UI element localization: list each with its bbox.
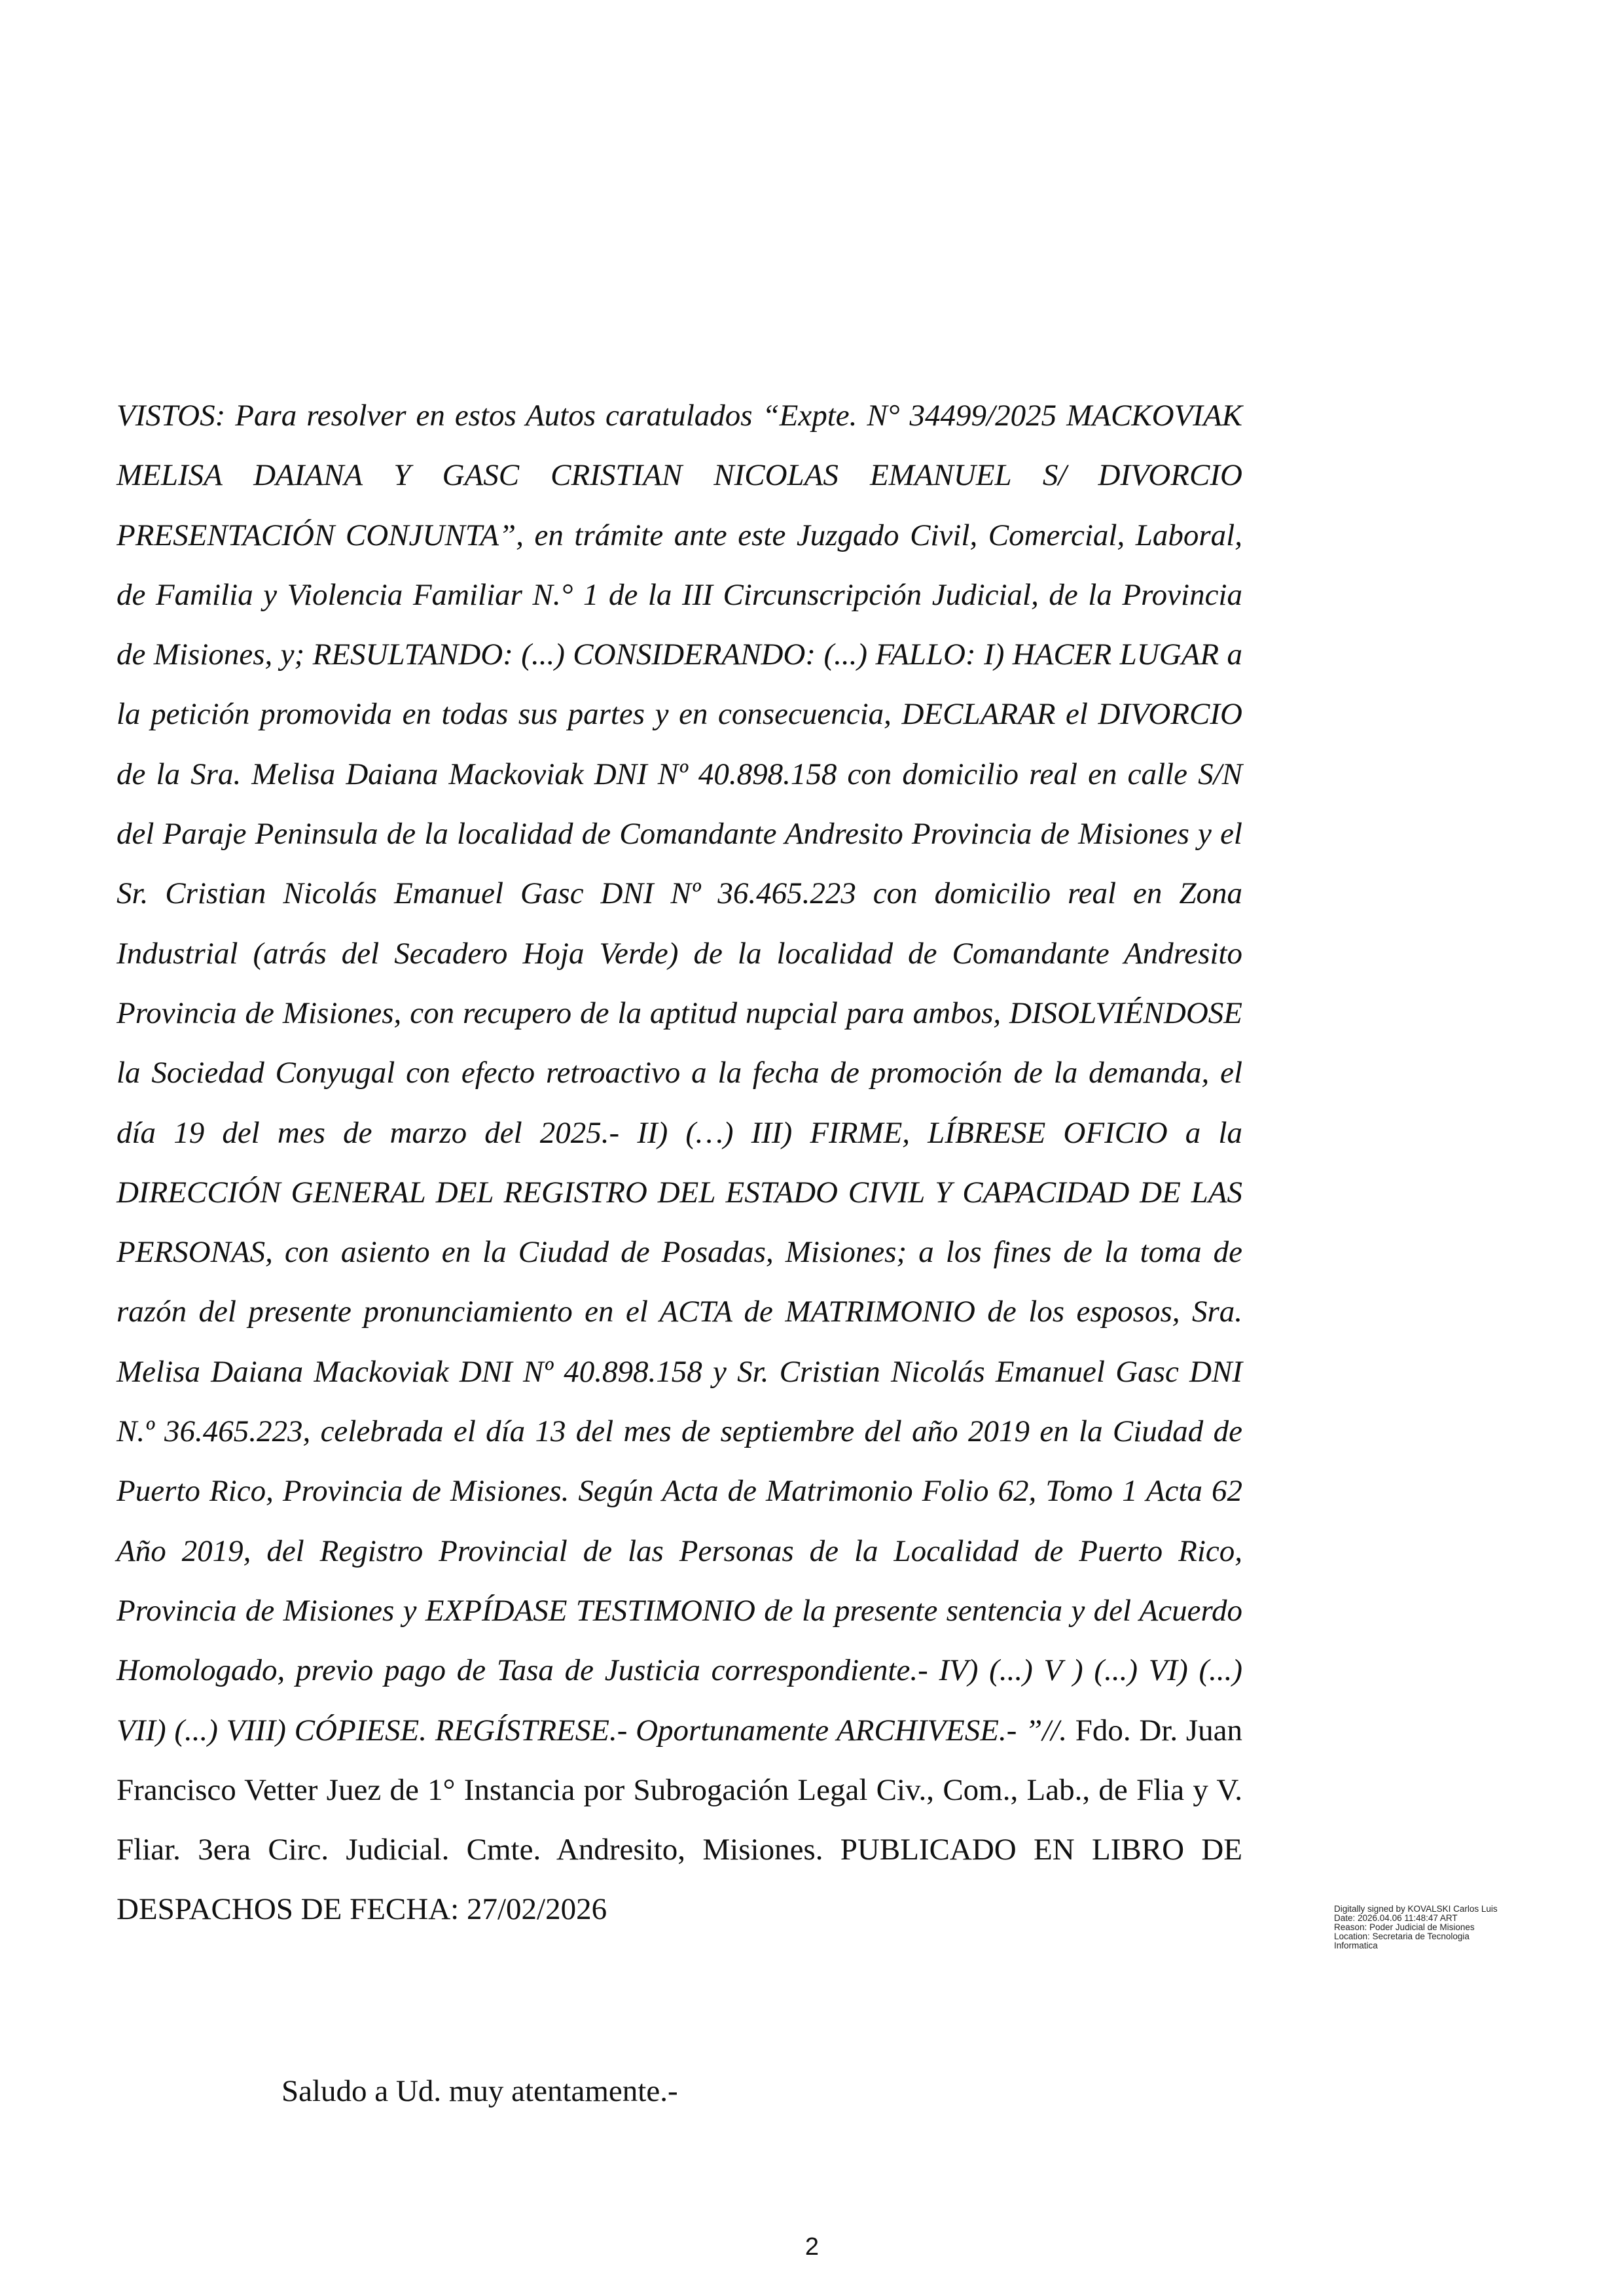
judgment-signature-text: Fdo. Dr. Juan Francisco Vetter Juez de 1° Instancia por Subrogación Legal Civ., Com., Lab., de Flia y V. Fliar. 3era Circ. Judicial. Cmte. Andresito, Misiones. PUBLICADO EN LIBRO DE DESPACHOS DE FECHA: 27/02/2026	[117, 1713, 1243, 1927]
digital-signature-block	[1334, 1905, 1557, 1950]
signature-location-cont: Informatica	[1334, 1941, 1378, 1950]
page-number: 2	[804, 2233, 820, 2261]
signature-signer: Digitally signed by KOVALSKI Carlos Luis	[1334, 1904, 1498, 1914]
signature-location: Location: Secretaria de Tecnologia	[1334, 1931, 1470, 1941]
signature-reason: Reason: Poder Judicial de Misiones	[1334, 1922, 1475, 1932]
judgment-italic-text: VISTOS: Para resolver en estos Autos caratulados “Expte. N° 34499/2025 MACKOVIAK MELISA DAIANA Y GASC CRISTIAN NICOLAS EMANUEL S/ DIVORCIO PRESENTACIÓN CONJUNTA”, en trámite ante este Juzgado Civil, Comercial, Laboral, de Familia y Violencia Familiar N.° 1 de la III Circunscripción Judicial, de la Provincia de Misiones, y; RESULTANDO: (...) CONSIDERANDO: (...) FALLO: I) HACER LUGAR a la petición promovida en todas sus partes y en consecuencia, DECLARAR el DIVORCIO de la Sra. Melisa Daiana Mackoviak DNI Nº 40.898.158 con domicilio real en calle S/N del Paraje Peninsula de la localidad de Comandante Andresito Provincia de Misiones y el Sr. Cristian Nicolás Emanuel Gasc DNI Nº 36.465.223 con domicilio real en Zona Industrial (atrás del Secadero Hoja Verde) de la localidad de Comandante Andresito Provincia de Misiones, con recupero de la aptitud nupcial para ambos, DISOLVIÉNDOSE la Sociedad Conyugal con efecto retroactivo a la fecha de promoción de la demanda, el día 19 del mes de marzo del 2025.- II) (…) III) FIRME, LÍBRESE OFICIO a la DIRECCIÓN GENERAL DEL REGISTRO DEL ESTADO CIVIL Y CAPACIDAD DE LAS PERSONAS, con asiento en la Ciudad de Posadas, Misiones; a los fines de la toma de razón del presente pronunciamiento en el ACTA de MATRIMONIO de los esposos, Sra. Melisa Daiana Mackoviak DNI Nº 40.898.158 y Sr. Cristian Nicolás Emanuel Gasc DNI N.º 36.465.223, celebrada el día 13 del mes de septiembre del año 2019 en la Ciudad de Puerto Rico, Provincia de Misiones. Según Acta de Matrimonio Folio 62, Tomo 1 Acta 62 Año 2019, del Registro Provincial de las Personas de la Localidad de Puerto Rico, Provincia de Misiones y EXPÍDASE TESTIMONIO de la presente sentencia y del Acuerdo Homologado, previo pago de Tasa de Justicia correspondiente.- IV) (...) V ) (...) VI) (...) VII) (...) VIII) CÓPIESE. REGÍSTRESE.- Oportunamente ARCHIVESE.- ”//.	[117, 399, 1242, 1748]
judgment-body-text	[117, 386, 1242, 1940]
signature-date: Date: 2026.04.06 11:48:47 ART	[1334, 1913, 1458, 1923]
closing-salutation: Saludo a Ud. muy atentamente.-	[281, 2074, 678, 2108]
